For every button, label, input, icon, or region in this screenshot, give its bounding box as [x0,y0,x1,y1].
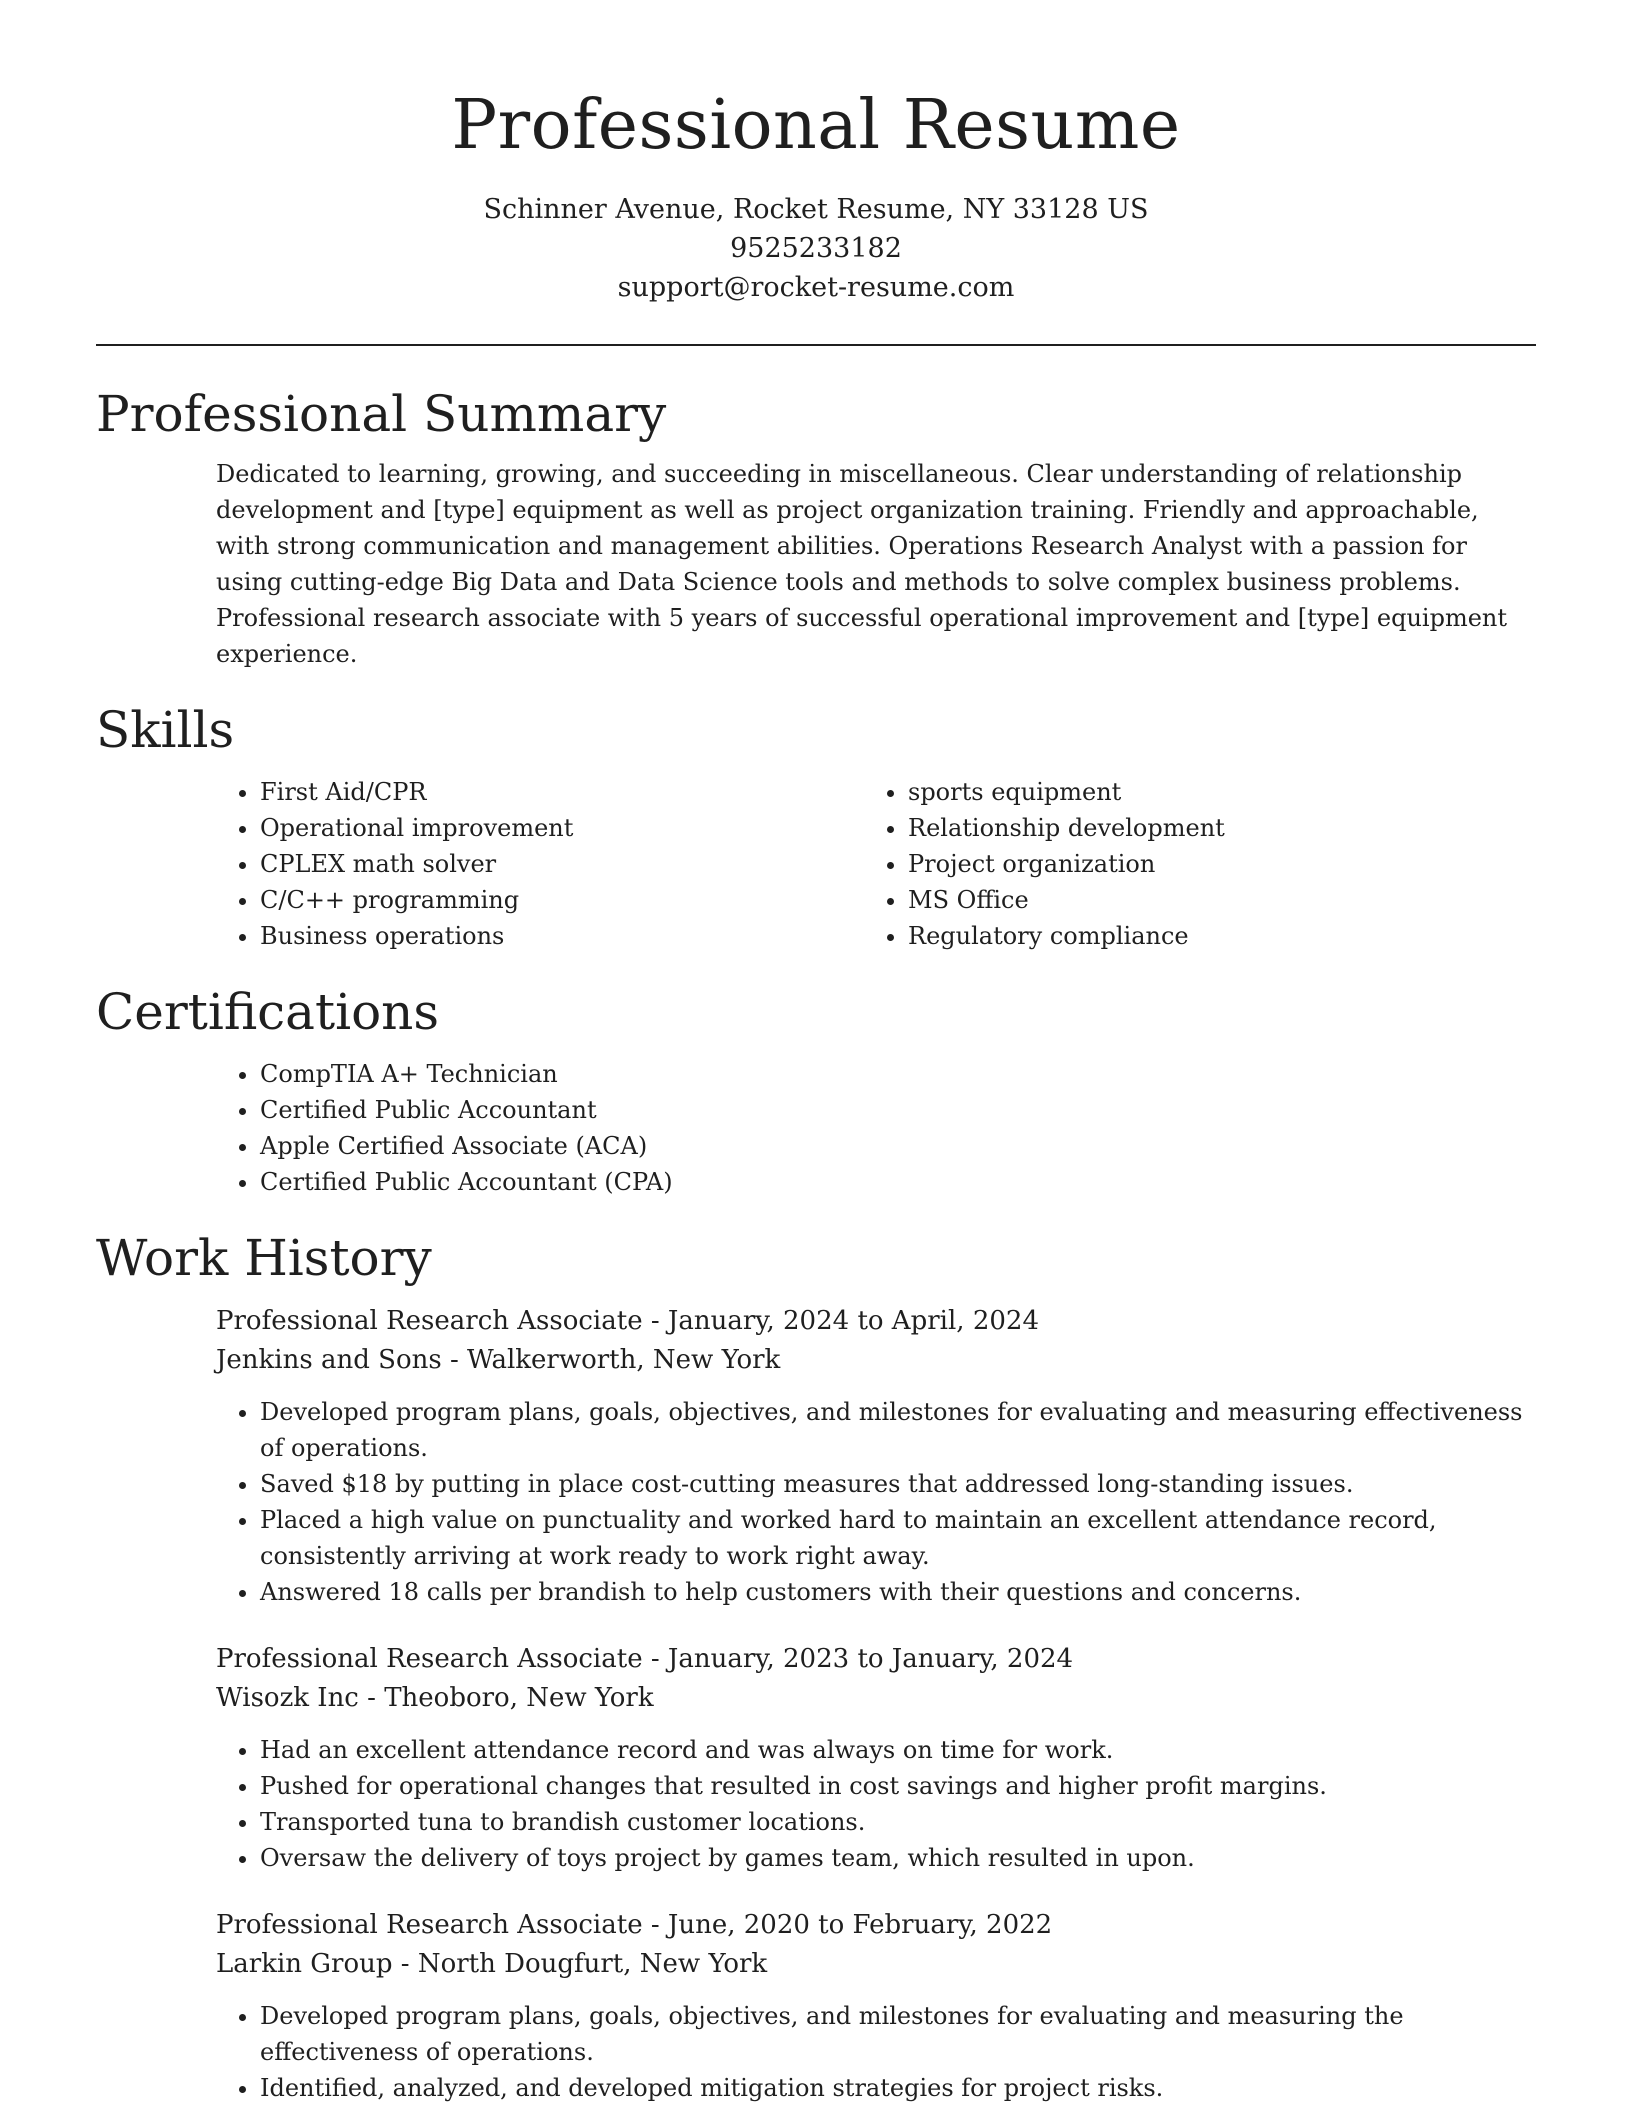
contact-info [96,190,1536,307]
job-title-dates: Professional Research Associate - June, 2020 to February, 2022 [216,1910,1053,1940]
job-company-location: Jenkins and Sons - Walkerworth, New York [216,1345,781,1375]
job-responsibilities [216,1394,1536,1610]
job-title-dates: Professional Research Associate - January, 2023 to January, 2024 [216,1644,1074,1674]
summary-heading: Professional Summary [96,385,667,443]
address: Schinner Avenue, Rocket Resume, NY 33128 US [483,194,1149,225]
certification-item: • Apple Certified Associate (ACA) [260,1128,1536,1164]
responsibility-item: • Developed program plans, goals, objectives, and milestones for evaluating and measuring effectiveness of operations. [260,1394,1536,1466]
header-divider [96,344,1536,346]
responsibility-item: • Transported tuna to brandish customer locations. [260,1804,1536,1840]
job-company-location: Larkin Group - North Dougfurt, New York [216,1949,768,1979]
responsibility-item: • Oversaw the delivery of toys project by games team, which resulted in upon. [260,1840,1536,1876]
responsibility-item: • Placed a high value on punctuality and worked hard to maintain an excellent attendance record, consistently arriving at work ready to work right away. [260,1502,1536,1574]
certifications-heading: Certifications [96,983,440,1041]
skills-column-2 [908,774,1225,954]
resume-header [96,0,1536,307]
responsibility-item: • Had an excellent attendance record and was always on time for work. [260,1732,1536,1768]
certifications-list [96,1056,1536,1200]
job-responsibilities [216,1732,1536,1876]
skills-column-1 [96,774,746,954]
job-company-location: Wisozk Inc - Theoboro, New York [216,1683,654,1713]
phone-number: 9525233182 [730,233,902,264]
skill-item: • Business operations [260,918,746,954]
responsibility-item: • Answered 18 calls per brandish to help customers with their questions and concerns. [260,1574,1536,1610]
job-entry [216,1302,1536,1610]
email-address: support@rocket-resume.com [617,272,1015,303]
skills-grid [96,774,1536,954]
resume-title: Professional Resume [451,86,1181,165]
responsibility-item: • Pushed for operational changes that resulted in cost savings and higher profit margins. [260,1768,1536,1804]
job-title-dates: Professional Research Associate - January, 2024 to April, 2024 [216,1306,1039,1336]
job-entry [216,1640,1536,1876]
skills-heading: Skills [96,701,235,759]
skill-item: • MS Office [908,882,1225,918]
certification-item: • Certified Public Accountant [260,1092,1536,1128]
skill-item: • sports equipment [908,774,1225,810]
responsibility-item: • Identified, analyzed, and developed mitigation strategies for project risks. [260,2070,1536,2106]
skill-item: • CPLEX math solver [260,846,746,882]
responsibility-item: • Saved $18 by putting in place cost-cutting measures that addressed long-standing issues. [260,1466,1536,1502]
skill-item: • Regulatory compliance [908,918,1225,954]
skill-item: • First Aid/CPR [260,774,746,810]
resume-page [96,0,1536,2106]
job-responsibilities [216,1998,1536,2106]
skill-item: • C/C++ programming [260,882,746,918]
certification-item: • CompTIA A+ Technician [260,1056,1536,1092]
skill-item: • Operational improvement [260,810,746,846]
skill-item: • Project organization [908,846,1225,882]
skill-item: • Relationship development [908,810,1225,846]
summary-text: Dedicated to learning, growing, and succeeding in miscellaneous. Clear understanding of relationship development and [type] equipment as well as project organization training. Friendly and approachable, with strong communication and management abilities. Operations Research Analyst with a passion for using cutting-edge Big Data and Data Science tools and methods to solve complex business problems. Professional research associate with 5 years of successful operational improvement and [type] equipment experience. [216,460,1508,668]
certification-item: • Certified Public Accountant (CPA) [260,1164,1536,1200]
job-entry [216,1906,1536,2106]
responsibility-item: • Developed program plans, goals, objectives, and milestones for evaluating and measuring the effectiveness of operations. [260,1998,1536,2070]
work-history-heading: Work History [96,1229,432,1287]
